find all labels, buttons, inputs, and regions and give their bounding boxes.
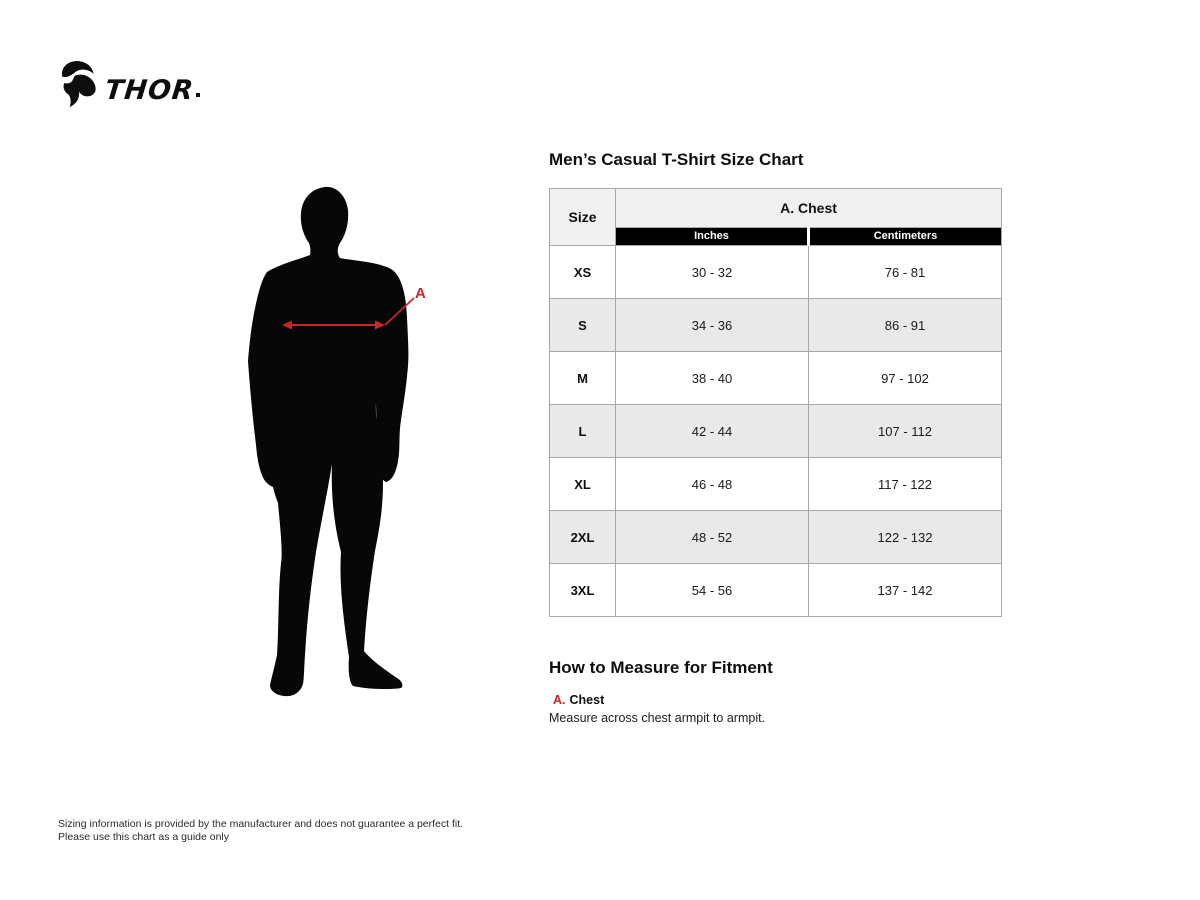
how-to-measure-title: How to Measure for Fitment [549,658,773,677]
size-cell: XS [550,246,616,299]
cm-cell: 86 - 91 [809,299,1002,352]
table-row-xl [550,458,1002,511]
sizing-disclaimer [58,818,463,843]
measure-key-letter: A. [553,693,566,707]
size-cell: 3XL [550,564,616,617]
size-cell: M [550,352,616,405]
header-row-units [550,228,1002,246]
table-row-xs [550,246,1002,299]
size-cell: XL [550,458,616,511]
table-row-s [550,299,1002,352]
cm-cell: 107 - 112 [809,405,1002,458]
cm-cell: 137 - 142 [809,564,1002,617]
table-row-m [550,352,1002,405]
inches-column-header: Inches [616,228,809,246]
measure-item-chest [553,693,604,707]
brand-logo [58,58,200,108]
table-row-l [550,405,1002,458]
measure-description: Measure across chest armpit to armpit. [549,711,766,725]
male-silhouette [248,187,408,696]
size-column-header: Size [550,189,616,246]
inches-cell: 48 - 52 [616,511,809,564]
inches-cell: 42 - 44 [616,405,809,458]
cm-cell: 122 - 132 [809,511,1002,564]
centimeters-column-header: Centimeters [809,228,1002,246]
cm-cell: 76 - 81 [809,246,1002,299]
brand-name: THOR [103,74,196,106]
inches-cell: 54 - 56 [616,564,809,617]
table-row-2xl [550,511,1002,564]
measure-key-label: Chest [569,693,605,707]
size-chart-table [549,188,1002,617]
cm-cell: 97 - 102 [809,352,1002,405]
disclaimer-line-2: Please use this chart as a guide only [58,830,230,843]
inches-cell: 46 - 48 [616,458,809,511]
size-chart-title: Men’s Casual T-Shirt Size Chart [549,150,804,169]
disclaimer-line-1: Sizing information is provided by the manufacturer and does not guarantee a perfect fit. [58,818,464,830]
cm-cell: 117 - 122 [809,458,1002,511]
size-cell: S [550,299,616,352]
inches-cell: 34 - 36 [616,299,809,352]
measurement-figure [225,165,435,710]
size-cell: L [550,405,616,458]
logo-trademark-dot [196,93,200,97]
thor-beast-icon [58,58,102,108]
measurement-label-a: A [415,285,426,302]
table-row-3xl [550,564,1002,617]
size-cell: 2XL [550,511,616,564]
header-row-group [550,189,1002,228]
inches-cell: 38 - 40 [616,352,809,405]
chest-group-header: A. Chest [616,189,1002,228]
inches-cell: 30 - 32 [616,246,809,299]
